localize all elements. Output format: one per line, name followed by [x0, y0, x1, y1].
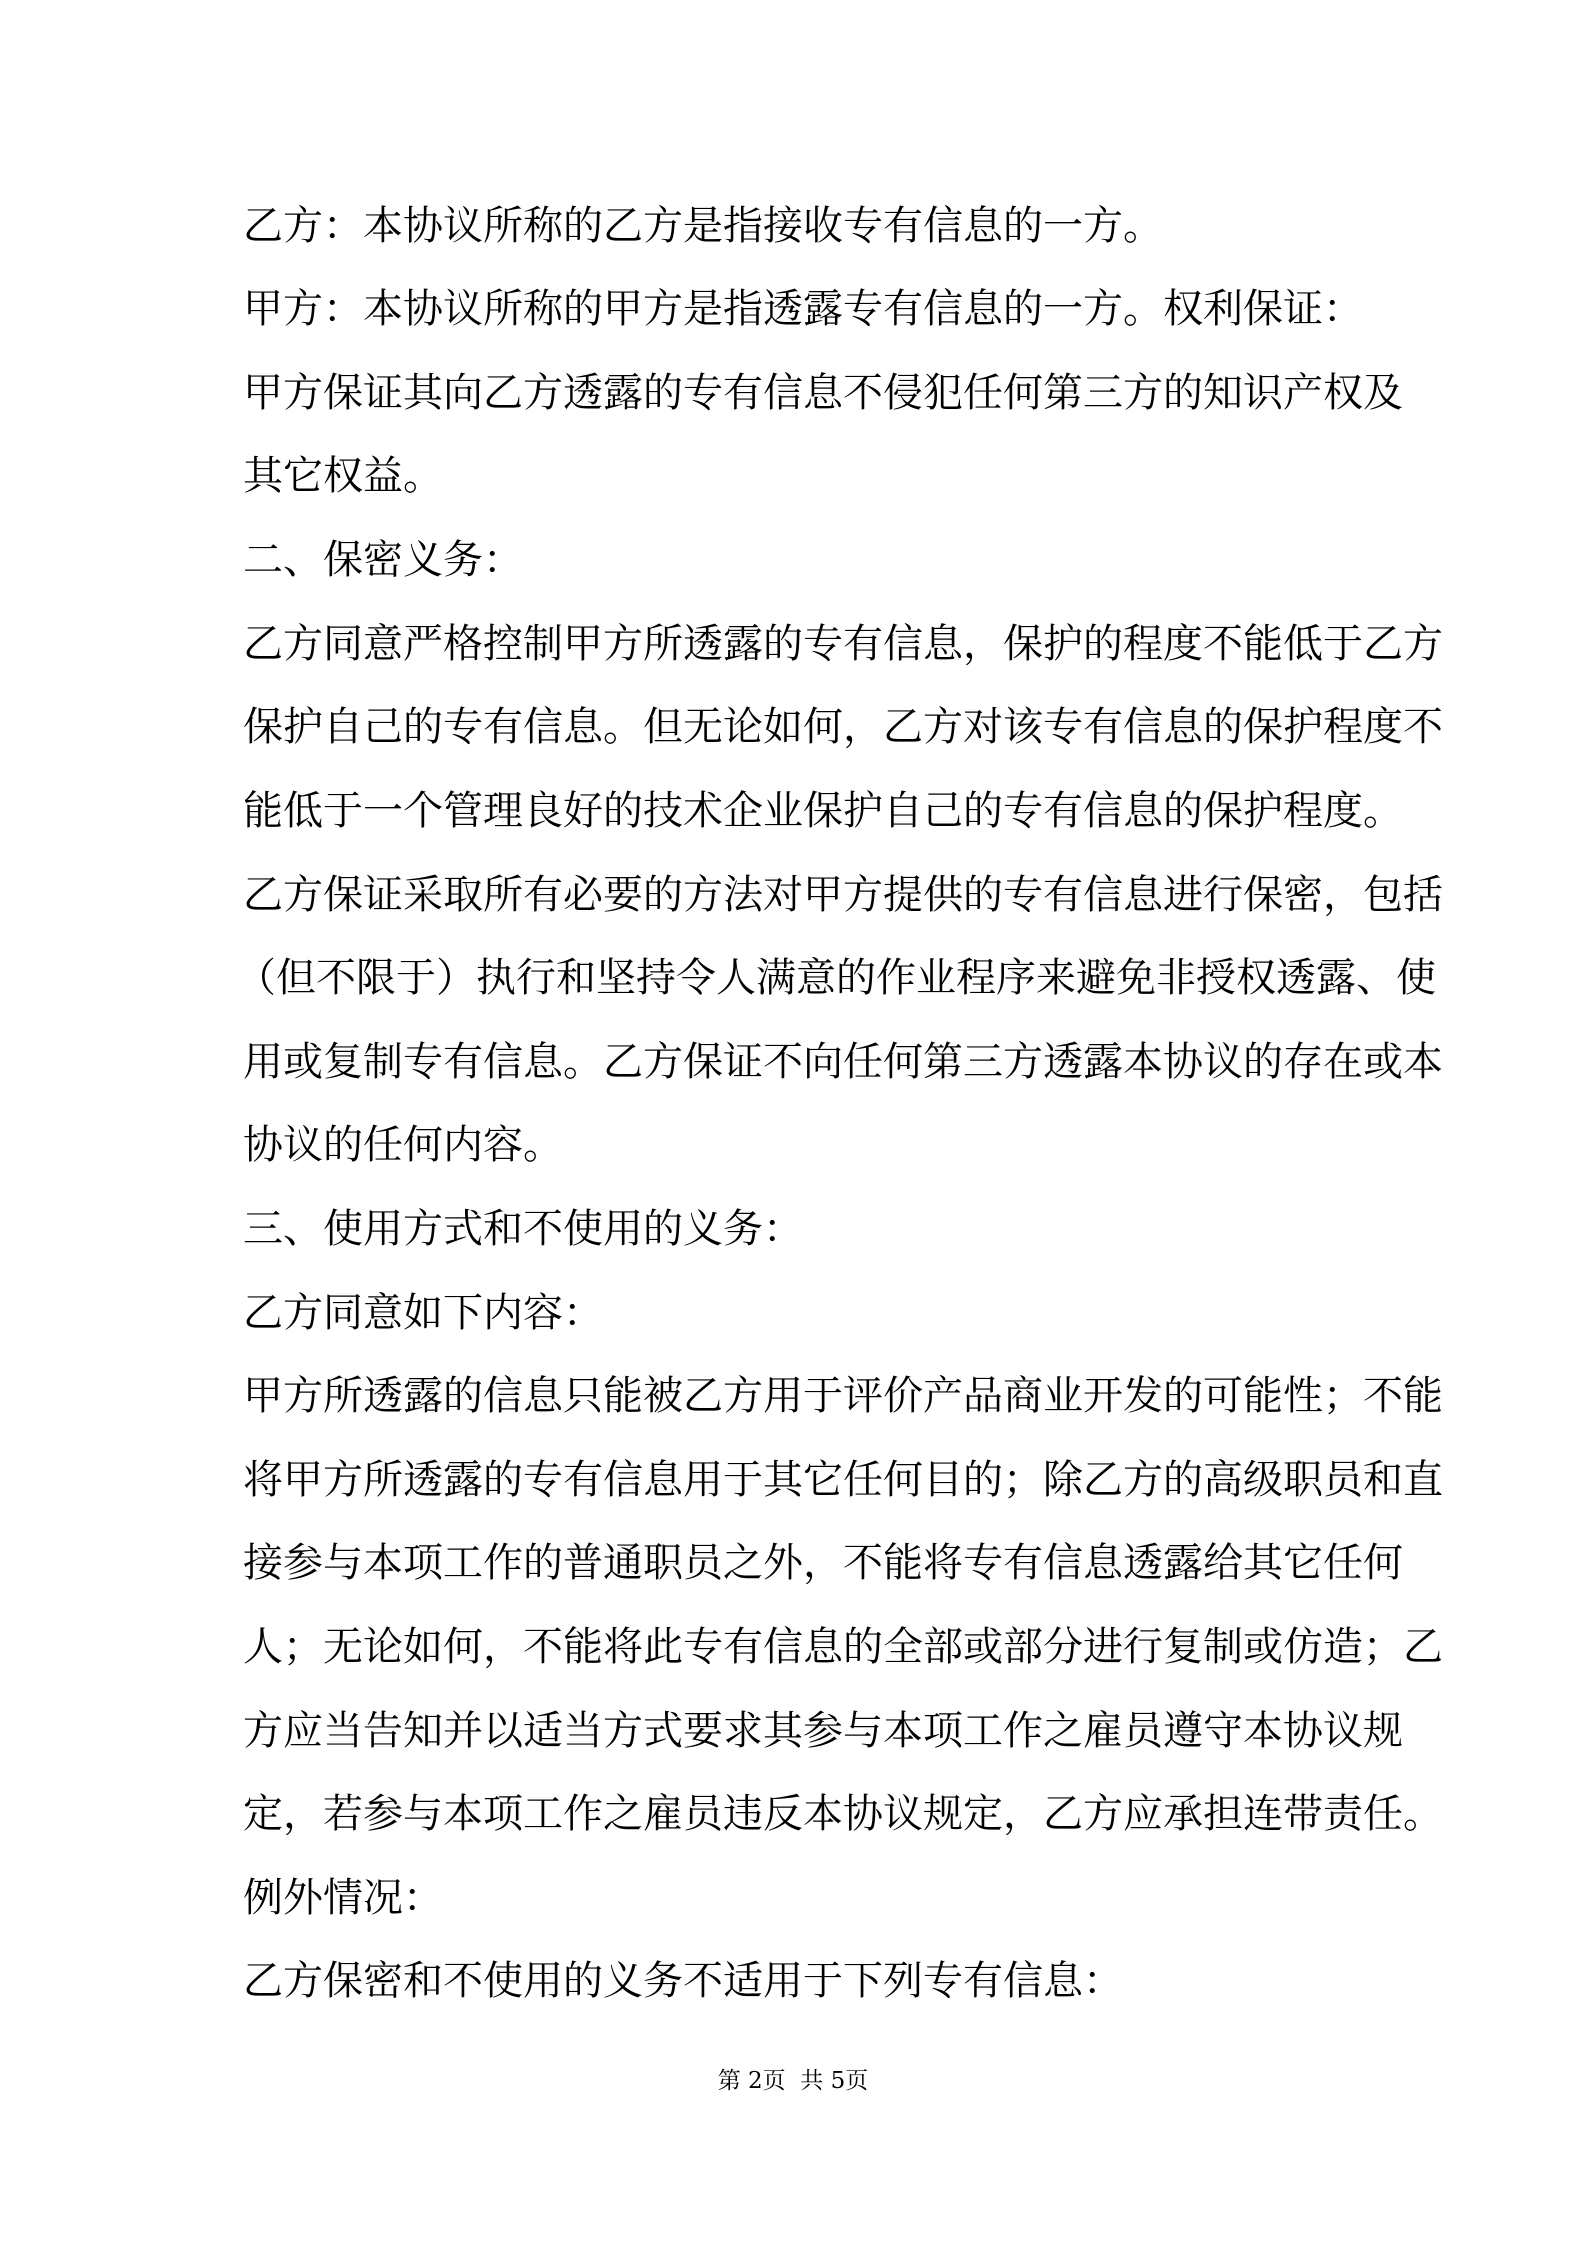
body-line: 用或复制专有信息。乙方保证不向任何第三方透露本协议的存在或本: [243, 1039, 1443, 1085]
body-line: 乙方：本协议所称的乙方是指接收专有信息的一方。: [243, 203, 1163, 249]
body-line: 接参与本项工作的普通职员之外，不能将专有信息透露给其它任何: [243, 1540, 1403, 1586]
page-indicator: 第 2页 共 5页: [717, 2068, 869, 2094]
body-line: 定，若参与本项工作之雇员违反本协议规定，乙方应承担连带责任。: [243, 1791, 1443, 1837]
body-line: 协议的任何内容。: [243, 1122, 563, 1168]
body-line: 乙方保证采取所有必要的方法对甲方提供的专有信息进行保密，包括: [243, 872, 1443, 918]
body-line: 保护自己的专有信息。但无论如何，乙方对该专有信息的保护程度不: [243, 704, 1443, 750]
body-line: 乙方同意如下内容：: [243, 1290, 603, 1336]
body-line: 将甲方所透露的专有信息用于其它任何目的；除乙方的高级职员和直: [243, 1457, 1443, 1503]
body-line: 能低于一个管理良好的技术企业保护自己的专有信息的保护程度。: [243, 788, 1403, 834]
section-heading: 二、保密义务：: [243, 537, 523, 583]
body-line: 其它权益。: [243, 453, 443, 499]
body-line: 乙方保密和不使用的义务不适用于下列专有信息：: [243, 1958, 1123, 2004]
body-line: 甲方所透露的信息只能被乙方用于评价产品商业开发的可能性；不能: [243, 1373, 1443, 1419]
body-line: 甲方保证其向乙方透露的专有信息不侵犯任何第三方的知识产权及: [243, 370, 1403, 416]
body-line: 甲方：本协议所称的甲方是指透露专有信息的一方。权利保证：: [243, 286, 1363, 332]
body-line: 例外情况：: [243, 1875, 443, 1921]
body-line: 乙方同意严格控制甲方所透露的专有信息，保护的程度不能低于乙方: [243, 621, 1443, 667]
section-heading: 三、使用方式和不使用的义务：: [243, 1206, 803, 1252]
body-line: （但不限于）执行和坚持令人满意的作业程序来避免非授权透露、使: [236, 955, 1436, 1001]
body-line: 人；无论如何，不能将此专有信息的全部或部分进行复制或仿造；乙: [243, 1624, 1443, 1670]
body-line: 方应当告知并以适当方式要求其参与本项工作之雇员遵守本协议规: [243, 1708, 1403, 1754]
